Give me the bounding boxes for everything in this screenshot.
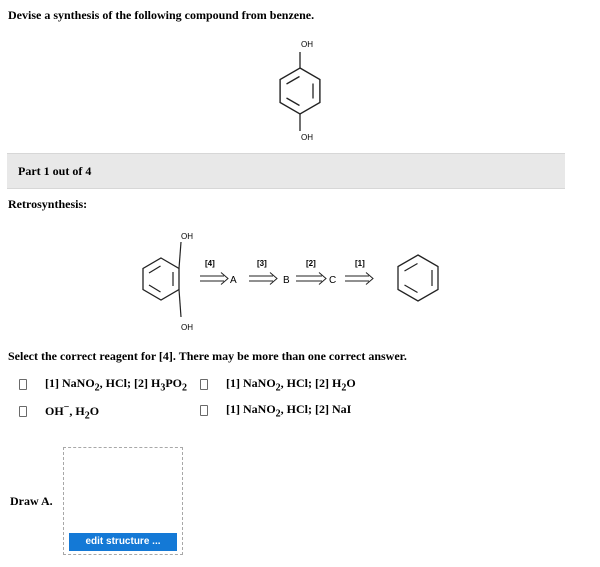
oh-label-bottom: OH (181, 323, 193, 332)
reagent-option-1[interactable] (19, 376, 187, 393)
retrosynthesis-label: Retrosynthesis: (8, 197, 88, 211)
step-label: [2] (306, 259, 316, 268)
retrosynthetic-arrow (249, 273, 277, 285)
option-label: [1] NaNO$_2$, HCl; [2] $H_3PO_2$ (45, 376, 187, 394)
option-checkbox[interactable] (200, 405, 208, 416)
oh-label-bottom: OH (301, 133, 313, 142)
hydroquinone-ring (143, 258, 179, 300)
oh-label-top: OH (181, 232, 193, 241)
reagent-option-4[interactable] (200, 402, 351, 419)
part-label: Part 1 out of 4 (18, 164, 92, 178)
step-label: [1] (355, 259, 365, 268)
reagent-option-2[interactable] (200, 376, 356, 393)
step-label: [4] (205, 259, 215, 268)
option-label: OH−, $H_2O$ (45, 402, 100, 422)
option-checkbox[interactable] (19, 406, 27, 417)
retrosynthetic-arrow (200, 273, 228, 285)
ring-double-bond (149, 285, 161, 292)
ring-double-bond (405, 285, 418, 293)
oh-label-top: OH (301, 40, 313, 49)
retrosynthetic-arrow (296, 273, 326, 285)
oh-bond-top (179, 242, 181, 269)
oh-bond-bottom (179, 290, 181, 318)
option-label: [1] NaNO$_2$, HCl; [2] $H_2O$ (226, 376, 356, 394)
retrosynthesis-scheme (125, 222, 455, 334)
benzene-ring (280, 68, 320, 114)
target-molecule-structure (240, 36, 360, 148)
reagent-option-3[interactable] (19, 402, 99, 421)
ring-double-bond (287, 98, 300, 106)
ring-double-bond (149, 266, 161, 273)
option-checkbox[interactable] (19, 379, 27, 390)
ring-double-bond (405, 264, 418, 272)
step-label: [3] (257, 259, 267, 268)
option-checkbox[interactable] (200, 379, 208, 390)
intermediate-c: C (329, 275, 337, 286)
edit-structure-button[interactable]: edit structure ... (69, 533, 177, 551)
intermediate-b: B (283, 275, 290, 286)
draw-a-label: Draw A. (10, 494, 53, 508)
option-label: [1] NaNO$_2$, HCl; [2] NaI (226, 402, 352, 420)
intermediate-a: A (230, 275, 237, 286)
question-title: Devise a synthesis of the following compound from benzene. (8, 8, 315, 22)
ring-double-bond (287, 77, 300, 85)
retrosynthetic-arrow (345, 273, 373, 285)
select-question: Select the correct reagent for [4]. There may be more than one correct answer. (8, 349, 407, 363)
